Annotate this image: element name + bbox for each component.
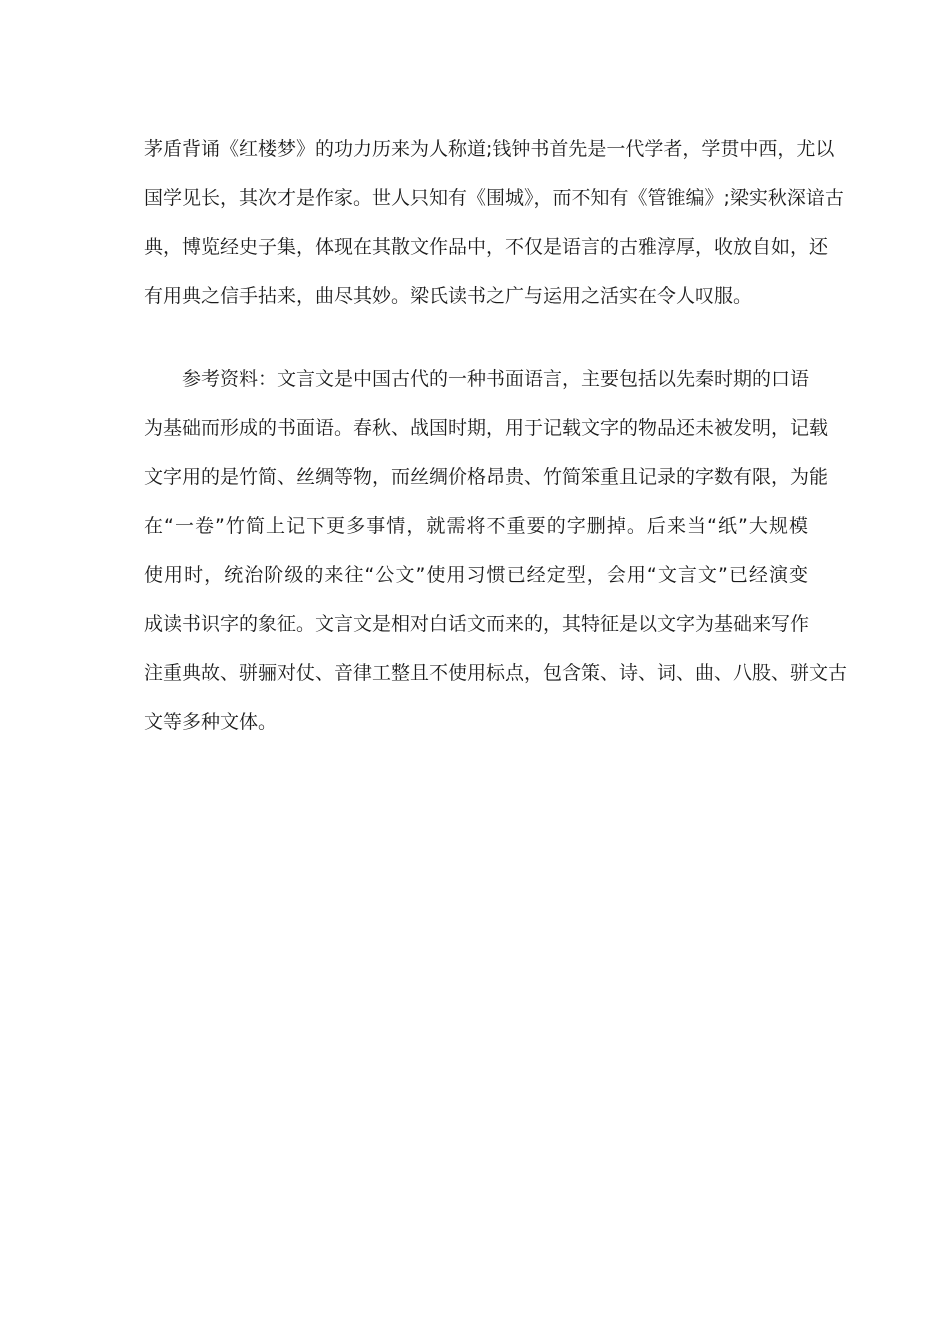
paragraph-1 — [144, 125, 844, 321]
paragraph-2 — [144, 355, 848, 747]
paragraph-2-line-1: 参考资料：文言文是中国古代的一种书面语言，主要包括以先秦时期的口语 — [182, 368, 810, 390]
paragraph-1-line-1: 茅盾背诵《红楼梦》的功力历来为人称道;钱钟书首先是一代学者，学贯中西，尤以 — [144, 138, 835, 160]
paragraph-1-line-3: 典，博览经史子集，体现在其散文作品中，不仅是语言的古雅淳厚，收放自如，还 — [144, 236, 829, 258]
paragraph-2-line-5: 使用时，统治阶级的来往“公文”使用习惯已经定型，会用“文言文”已经演变 — [144, 564, 808, 586]
paragraph-2-line-4: 在“一卷”竹简上记下更多事情，就需将不重要的字删掉。后来当“纸”大规模 — [144, 515, 808, 537]
paragraph-2-line-6: 成读书识字的象征。文言文是相对白话文而来的，其特征是以文字为基础来写作 — [144, 613, 810, 635]
paragraph-2-line-8: 文等多种文体。 — [144, 711, 278, 733]
paragraph-1-line-4: 有用典之信手拈来，曲尽其妙。梁氏读书之广与运用之活实在令人叹服。 — [144, 285, 753, 307]
paragraph-2-line-2: 为基础而形成的书面语。春秋、战国时期，用于记载文字的物品还未被发明，记载 — [144, 417, 829, 439]
paragraph-2-line-3: 文字用的是竹简、丝绸等物，而丝绸价格昂贵、竹简笨重且记录的字数有限，为能 — [144, 466, 829, 488]
paragraph-2-line-7: 注重典故、骈骊对仗、音律工整且不使用标点，包含策、诗、词、曲、八股、骈文古 — [144, 662, 848, 684]
paragraph-1-line-2: 国学见长，其次才是作家。世人只知有《围城》，而不知有《管锥编》;梁实秋深谙古 — [144, 187, 844, 209]
